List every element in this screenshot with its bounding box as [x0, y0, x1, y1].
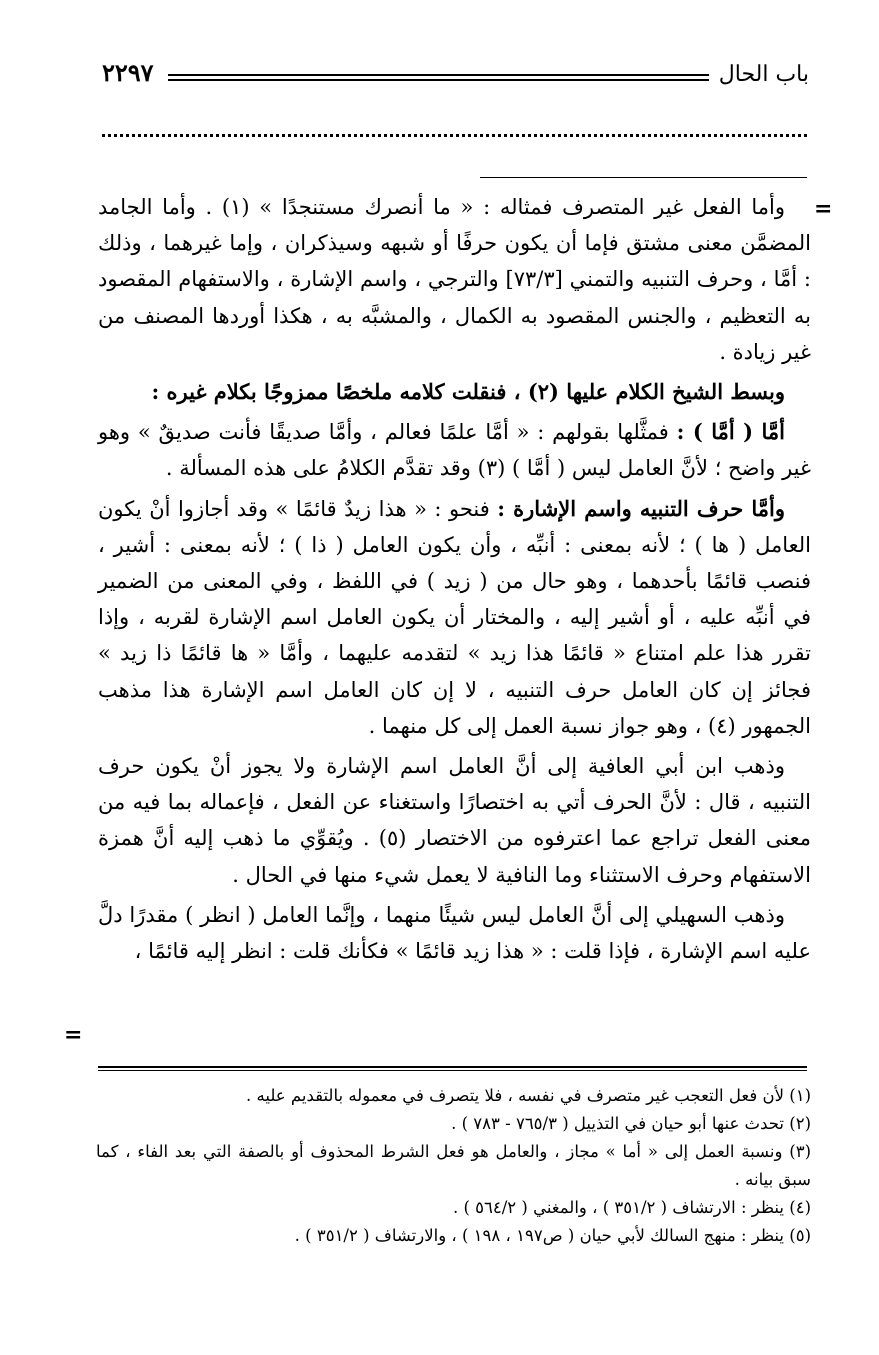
footnote-1: (١) لأن فعل التعجب غير متصرف في نفسه ، فلا يتصرف في معموله بالتقديم عليه . [246, 1086, 811, 1105]
paragraph-3-lead: أمَّا ( أمَّا ) : [676, 419, 785, 445]
paragraph-3-text: فمثَّلها بقولهم : « أمَّا علمًا فعالم ، وأمَّا صديقًا فأنت صديقٌ » وهو غير واضح ؛ لأنَّ العامل ليس ( أمَّا ) (٣) وقد تقدَّم الكلامُ على هذه المسألة . [98, 420, 811, 481]
paragraph-4-lead: وأمَّا حرف التنبيه واسم الإشارة : [497, 495, 785, 521]
paragraph-2: وبسط الشيخ الكلام عليها (٢) ، فنقلت كلامه ملخصًا ممزوجًا بكلام غيره : [151, 379, 785, 405]
dotted-separator [102, 134, 807, 137]
header-rule [168, 74, 709, 81]
paragraph-5: وذهب ابن أبي العافية إلى أنَّ العامل اسم الإشارة ولا يجوز أنْ يكون حرف التنبيه ، قال : لأنَّ الحرف أتي به اختصارًا واستغناء عن الفعل ، فإعماله بما فيه من معنى الفعل تراجع عما اعترفوه من الاختصار (٥) . ويُقوِّي ما ذهب إليه أنَّ همزة الاستفهام وحرف الاستثناء وما النافية لا يعمل شيء منها في الحال . [98, 754, 811, 887]
footnote-5: (٥) ينظر : منهج السالك لأبي حيان ( ص١٩٧ ، ١٩٨ ) ، والارتشاف ( ٣٥١/٢ ) . [294, 1226, 811, 1245]
continuation-mark-top: = [814, 196, 833, 222]
footnote-2: (٢) تحدث عنها أبو حيان في التذييل ( ٧٦٥/٣ - ٧٨٣ ) . [451, 1114, 811, 1133]
footnote-4: (٤) ينظر : الارتشاف ( ٣٥١/٢ ) ، والمغني ( ٥٦٤/٢ ) . [452, 1198, 811, 1217]
page-number: ٢٢٩٧ [102, 58, 154, 87]
paragraph-4 [98, 491, 811, 744]
footnote-3: (٣) ونسبة العمل إلى « أما » مجاز ، والعامل هو فعل الشرط المحذوف أو بالصفة التي بعد الفاء ، كما سبق بيانه . [96, 1142, 811, 1189]
footnote-rule [98, 1066, 807, 1071]
paragraph-6: وذهب السهيلي إلى أنَّ العامل ليس شيئًا منهما ، وإنَّما العامل ( انظر ) مقدرًا دلَّ عليه اسم الإشارة ، فإذا قلت : « هذا زيد قائمًا » فكأنك قلت : انظر إليه قائمًا ، [98, 902, 811, 964]
paragraph-3 [98, 414, 811, 486]
footnotes [96, 1082, 811, 1250]
short-rule [480, 177, 807, 178]
chapter-title: باب الحال [718, 62, 809, 87]
main-text [98, 189, 811, 969]
continuation-mark-bottom: = [64, 1022, 83, 1048]
paragraph-1: وأما الفعل غير المتصرف فمثاله : « ما أنصرك مستنجدًا » (١) . وأما الجامد المضمَّن معنى مشتق فإما أن يكون حرفًا أو شبهه وسيذكران ، وإما غيرهما ، وذلك : أمَّا ، وحرف التنبيه والتمني [٧٣/٣] والترجي ، واسم الإشارة ، والاستفهام المقصود به التعظيم ، والجنس المقصود به الكمال ، والمشبَّه به ، هكذا أوردها المصنف من غير زيادة . [98, 195, 811, 364]
paragraph-4-text: فنحو : « هذا زيدٌ قائمًا » وقد أجازوا أنْ يكون العامل ( ها ) ؛ لأنه بمعنى : أنبِّه ، وأن يكون العامل ( ذا ) ؛ لأنه بمعنى : أشير ، فنصب قائمًا بأحدهما ، وهو حال من ( زيد ) في اللفظ ، وفي المعنى من الضمير في أنبِّه عليه ، أو أشير إليه ، والمختار أن يكون العامل اسم الإشارة لقربه ، وإذا تقرر هذا علم امتناع « قائمًا هذا زيد » لتقدمه عليهما ، وأمَّا « ها قائمًا ذا زيد » فجائز إن كان العامل حرف التنبيه ، لا إن كان العامل اسم الإشارة هذا مذهب الجمهور (٤) ، وهو جواز نسبة العمل إلى كل منهما . [98, 496, 811, 738]
